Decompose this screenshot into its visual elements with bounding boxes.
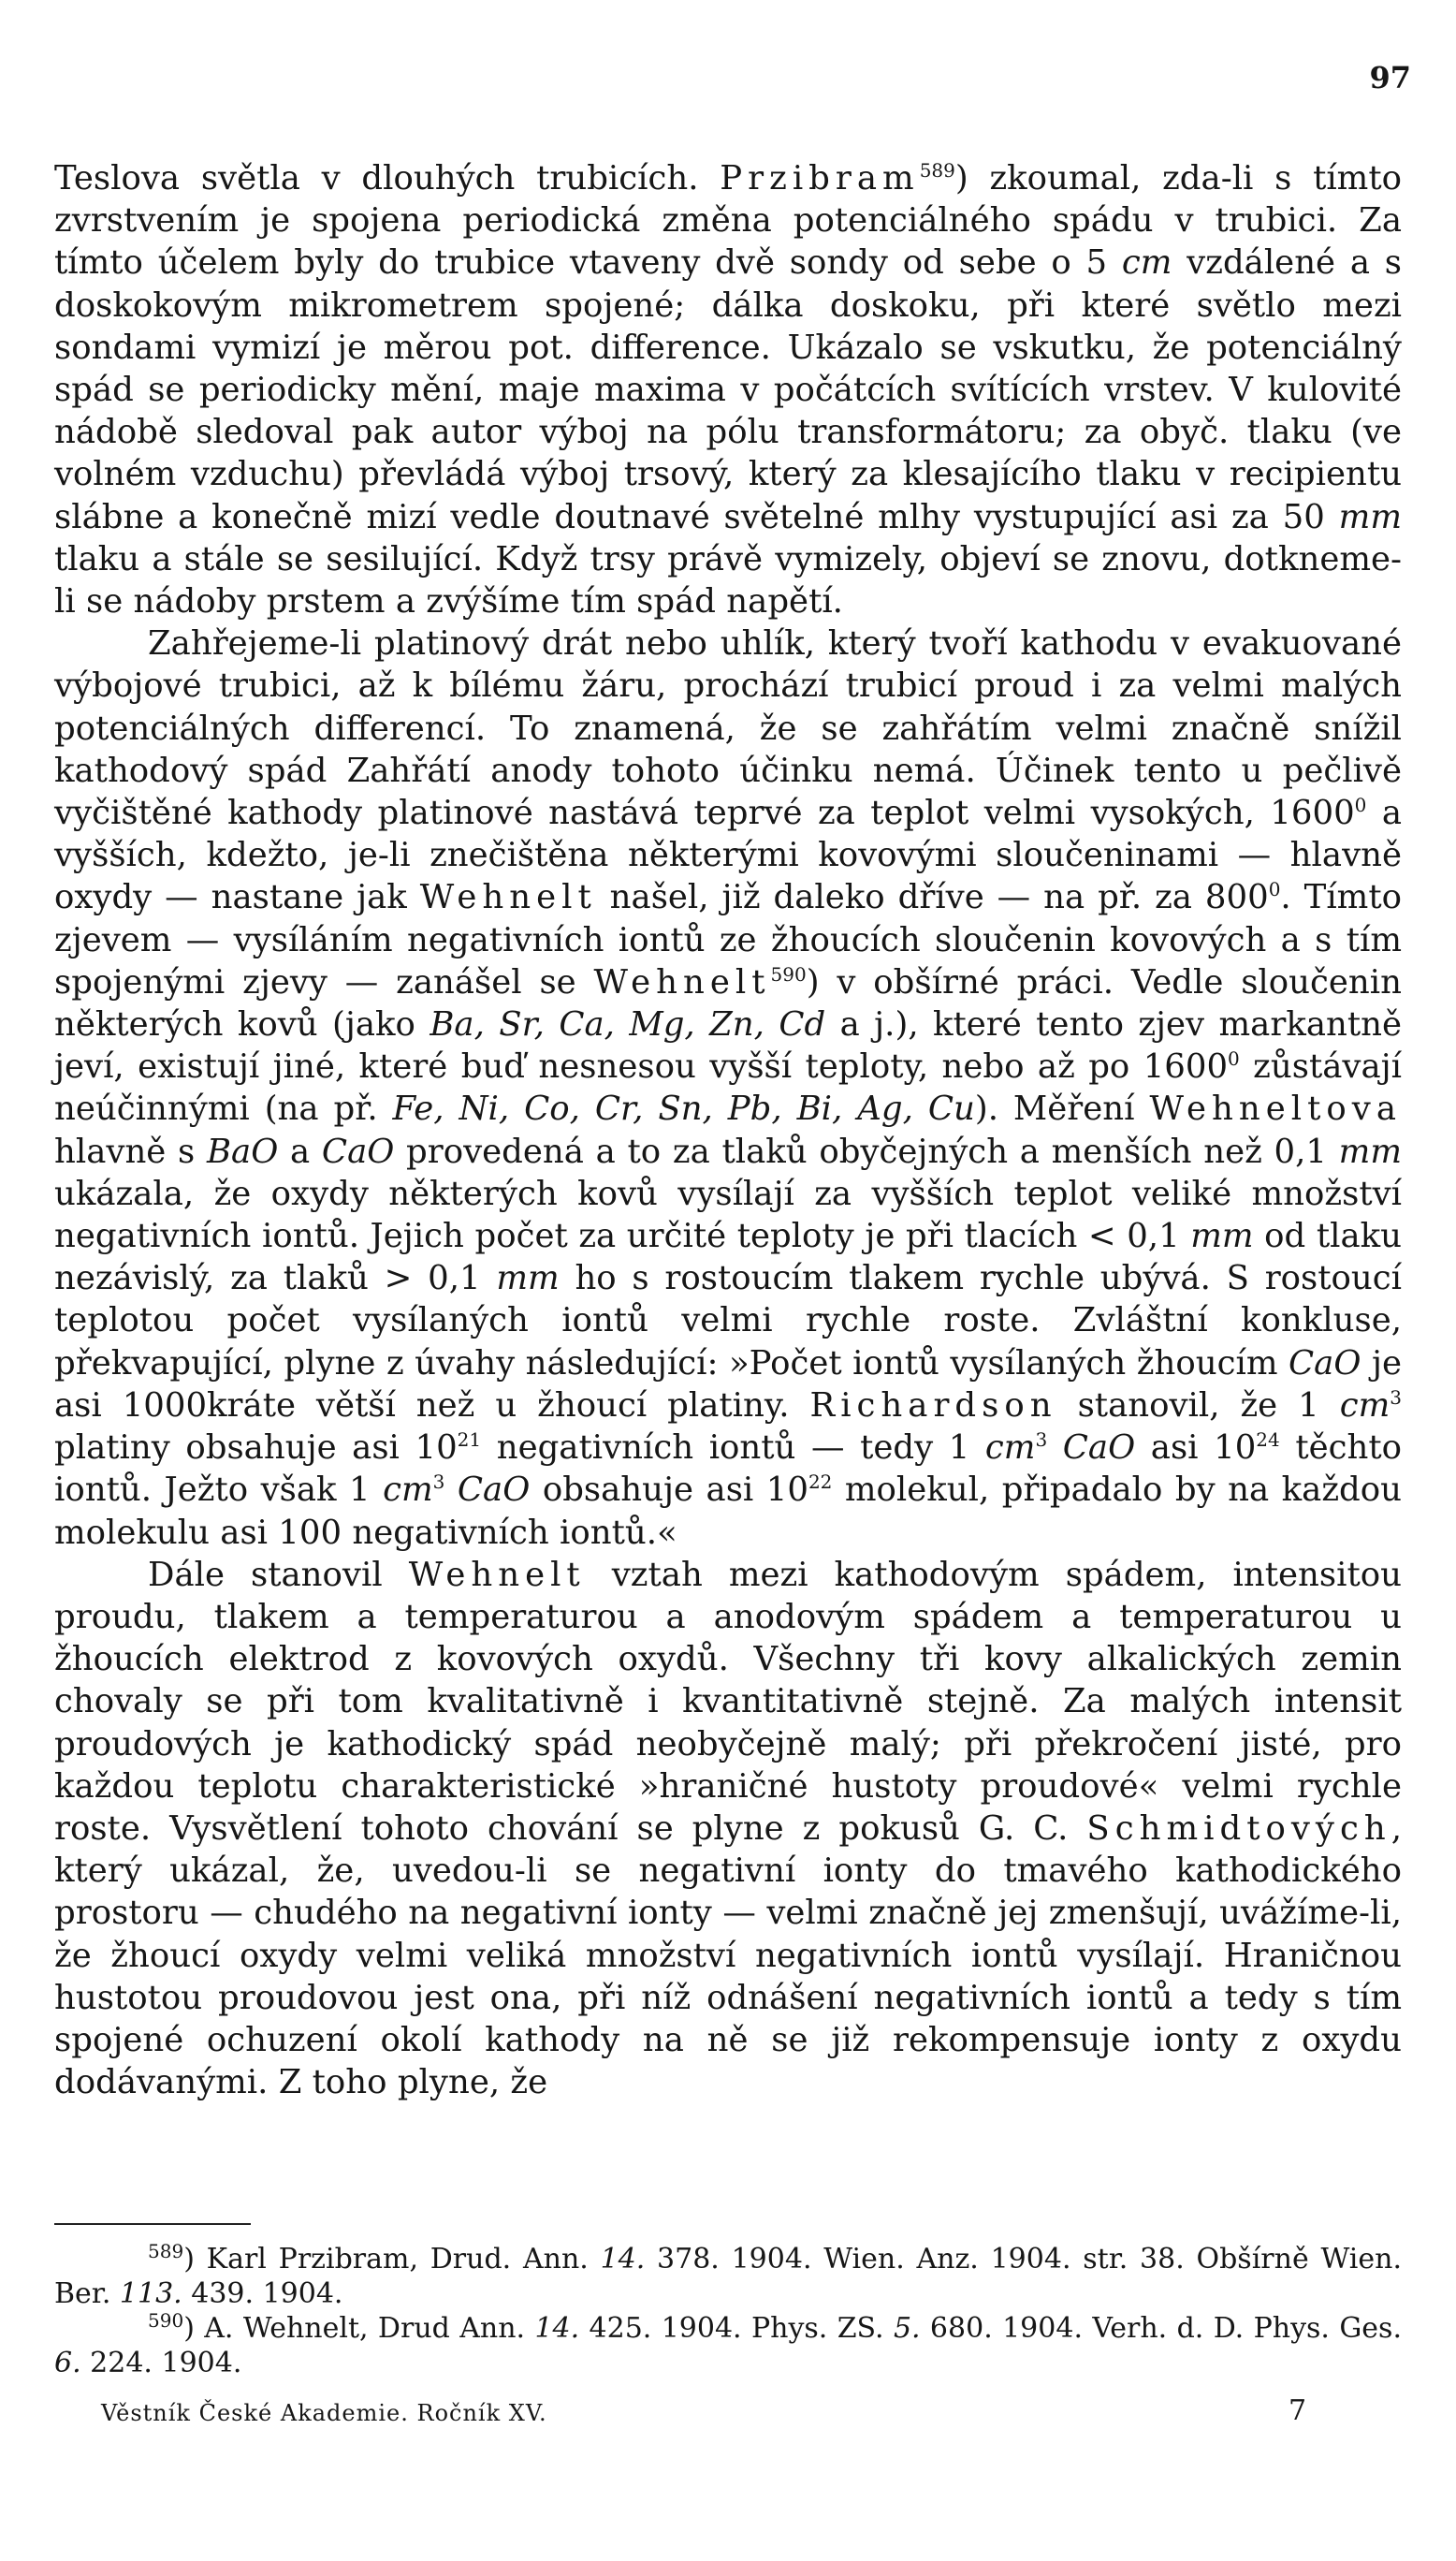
- footnote-590: $^{590}$) A. Wehnelt, Drud Ann. 14. 425. 1904. Phys. ZS. 5. 680. 1904. Verh. d. D. Phys. Ges. 6. 224. 1904.: [54, 2309, 1402, 2379]
- author-name: Schmidtových: [1086, 1808, 1391, 1848]
- author-name: Wehneltova: [1149, 1090, 1402, 1129]
- footnote-589: $^{589}$) Karl Przibram, Drud. Ann. 14. 378. 1904. Wien. Anz. 1904. str. 38. Obšírně Wien. Ber. 113. 439. 1904.: [54, 2240, 1402, 2310]
- page-number: 97: [1369, 60, 1411, 95]
- sheet-number: 7: [1289, 2394, 1307, 2427]
- footnote-ref: 590: [770, 963, 807, 987]
- paragraph-1: Teslova světla v dlouhých trubicích. Przibram$^{589}$) zkoumal, zda-li s tímto zvrstvením je spojena periodická změna potenciálného spádu v trubici. Za tímto účelem byly do trubice vtaveny dvě sondy od sebe o 5 cm vzdálené a s doskokovým mikrometrem spojené; dálka doskoku, při které světlo mezi sondami vymizí je měrou pot. difference. Ukázalo se vskutku, že potenciálný spád se periodicky mění, maje maxima v počátcích svítících vrstev. V kulovité nádobě sledoval pak autor výboj na pólu transformátoru; za obyč. tlaku (ve volném vzduchu) převládá výboj trsový, který za klesajícího tlaku v recipientu slábne a konečně mizí vedle doutnavé světelné mlhy vystupující asi za 50 mm tlaku a stále se sesilující. Když trsy právě vymizely, objeví se znovu, dotkneme-li se nádoby prstem a zvýšíme tím spád napětí.: [54, 159, 1402, 622]
- author-name: Wehnelt: [593, 962, 771, 1002]
- author-name: Przibram: [720, 159, 920, 198]
- author-name: Wehnelt: [408, 1555, 586, 1594]
- footnote-ref: 589: [919, 159, 955, 183]
- footnotes: [54, 2242, 1402, 2380]
- author-name: Richardson: [809, 1385, 1057, 1425]
- journal-footer: Věstník České Akademie. Ročník XV.: [101, 2400, 547, 2426]
- main-text: [54, 157, 1402, 2103]
- paragraph-3: Dále stanovil Wehnelt vztah mezi kathodovým spádem, intensitou proudu, tlakem a temperaturou a anodovým spádem a temperaturou u žhoucích elektrod z kovových oxydů. Všechny tři kovy alkalických zemin chovaly se při tom kvalitativně i kvantitativně stejně. Za malých intensit proudových je kathodický spád neobyčejně malý; při překročení jisté, pro každou teplotu charakteristické »hraničné hustoty proudové« velmi rychle roste. Vysvětlení tohoto chování se plyne z pokusů G. C. Schmidtových, který ukázal, že, uvedou-li se negativní ionty do tmavého kathodického prostoru — chudého na negativní ionty — velmi značně jej zmenšují, uvážíme-li, že žhoucí oxydy velmi veliká množství negativních iontů vysílají. Hraničnou hustotou proudovou jest ona, při níž odnášení negativních iontů a tedy s tím spojené ochuzení okolí kathody na ně se již rekompensuje ionty z oxydu dodávanými. Z toho plyne, že: [54, 1555, 1402, 2102]
- paragraph-2: Zahřejeme-li platinový drát nebo uhlík, který tvoří kathodu v evakuované výbojové trubici, až k bílému žáru, prochází trubicí proud i za velmi malých potenciálných differencí. To znamená, že se zahřátím velmi značně snížil kathodový spád Zahřátí anody tohoto účinku nemá. Účinek tento u pečlivě vyčištěné kathody platinové nastává teprvé za teplot velmi vysokých, 1600$^0$ a vyšších, kdežto, je-li znečištěna některými kovovými sloučeninami — hlavně oxydy — nastane jak Wehnelt našel, již daleko dříve — na př. za $800^0$. Tímto zjevem — vysíláním negativních iontů ze žhoucích sloučenin kovových a s tím spojenými zjevy — zanášel se Wehnelt$^{590}$) v obšírné práci. Vedle sloučenin některých kovů (jako Ba, Sr, Ca, Mg, Zn, Cd a j.), které tento zjev markantně jeví, existují jiné, které buď nesnesou vyšší teploty, nebo až po 1600$^0$ zůstávají neúčinnými (na př. Fe, Ni, Co, Cr, Sn, Pb, Bi, Ag, Cu). Měření Wehneltova hlavně s BaO a CaO provedená a to za tlaků obyčejných a menších než 0,1 mm ukázala, že oxydy některých kovů vysílají za vyšších teplot veliké množství negativních iontů. Jejich počet za určité teploty je při tlacích < 0,1 mm od tlaku nezávislý, za tlaků > 0,1 mm ho s rostoucím tlakem rychle ubývá. S rostoucí teplotou počet vysílaných iontů velmi rychle roste. Zvláštní konkluse, překvapující, plyne z úvahy následující: »Počet iontů vysílaných žhoucím CaO je asi 1000kráte větší než u žhoucí platiny. Richardson stanovil, že 1 $cm^3$ platiny obsahuje asi $10^{21}$ negativních iontů — tedy 1 $cm^3$ CaO asi $10^{24}$ těchto iontů. Ježto však 1 $cm^3$ CaO obsahuje asi $10^{22}$ molekul, připadalo by na každou molekulu asi 100 negativních iontů.«: [54, 624, 1403, 1552]
- footnote-separator: [54, 2223, 251, 2225]
- author-name: Wehnelt: [419, 878, 597, 917]
